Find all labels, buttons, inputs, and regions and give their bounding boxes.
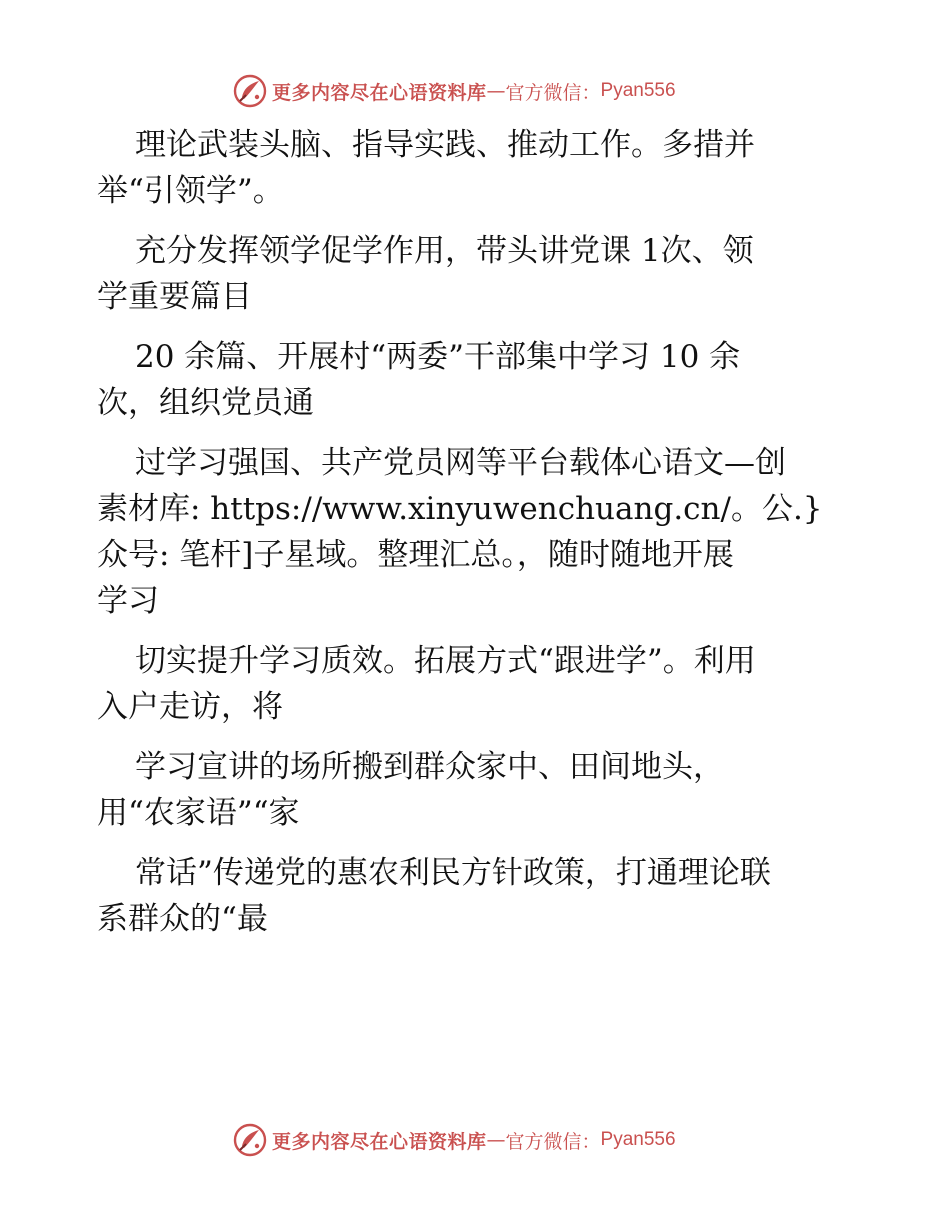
banner-text: 更多内容尽在心语资料库 xyxy=(272,81,487,104)
paragraph-4-line-2: 素材库: https://www.xinyuwenchuang.cn/。公.} xyxy=(97,491,823,527)
paragraph-6-line-2: 用“农家语”“家 xyxy=(97,795,300,831)
paragraph-2-line-2: 学重要篇目 xyxy=(97,279,252,315)
paragraph-3-line-2: 次，组织党员通 xyxy=(97,385,314,421)
library-logo-icon xyxy=(232,73,268,109)
paragraph-2-line-1: 充分发挥领学促学作用，带头讲党课 1次、领 xyxy=(135,233,754,269)
paragraph-4-line-4: 学习 xyxy=(97,583,159,619)
banner-text: 更多内容尽在心语资料库 xyxy=(272,1130,487,1153)
paragraph-1-line-2: 举“引领学”。 xyxy=(97,173,284,209)
paragraph-1-line-1: 理论武装头脑、指导实践、推动工作。多措并 xyxy=(135,127,755,163)
paragraph-7-line-1: 常话”传递党的惠农利民方针政策，打通理论联 xyxy=(135,855,771,891)
banner-dash: — xyxy=(486,1129,506,1151)
footer-watermark-banner xyxy=(232,1120,676,1160)
banner-dash: — xyxy=(486,80,506,102)
paragraph-6-line-1: 学习宣讲的场所搬到群众家中、田间地头， xyxy=(135,749,724,785)
banner-wechat-label: 官方微信： xyxy=(505,1130,601,1153)
banner-wechat-id: Pyan556 xyxy=(600,80,676,101)
paragraph-5-line-2: 入户走访，将 xyxy=(97,689,283,725)
banner-wechat-label: 官方微信： xyxy=(505,81,601,104)
paragraph-4-line-3: 众号: 笔杆]子星域。整理汇总。，随时随地开展 xyxy=(97,537,734,573)
paragraph-4-line-1: 过学习强国、共产党员网等平台载体心语文—创 xyxy=(135,445,786,481)
banner-wechat-id: Pyan556 xyxy=(600,1129,676,1150)
header-watermark-banner xyxy=(232,71,676,111)
document-body xyxy=(97,122,857,942)
paragraph-3-line-1: 20 余篇、开展村“两委”干部集中学习 10 余 xyxy=(135,339,741,375)
paragraph-7-line-2: 系群众的“最 xyxy=(97,901,268,937)
paragraph-5-line-1: 切实提升学习质效。拓展方式“跟进学”。利用 xyxy=(135,643,756,679)
library-logo-icon xyxy=(232,1122,268,1158)
